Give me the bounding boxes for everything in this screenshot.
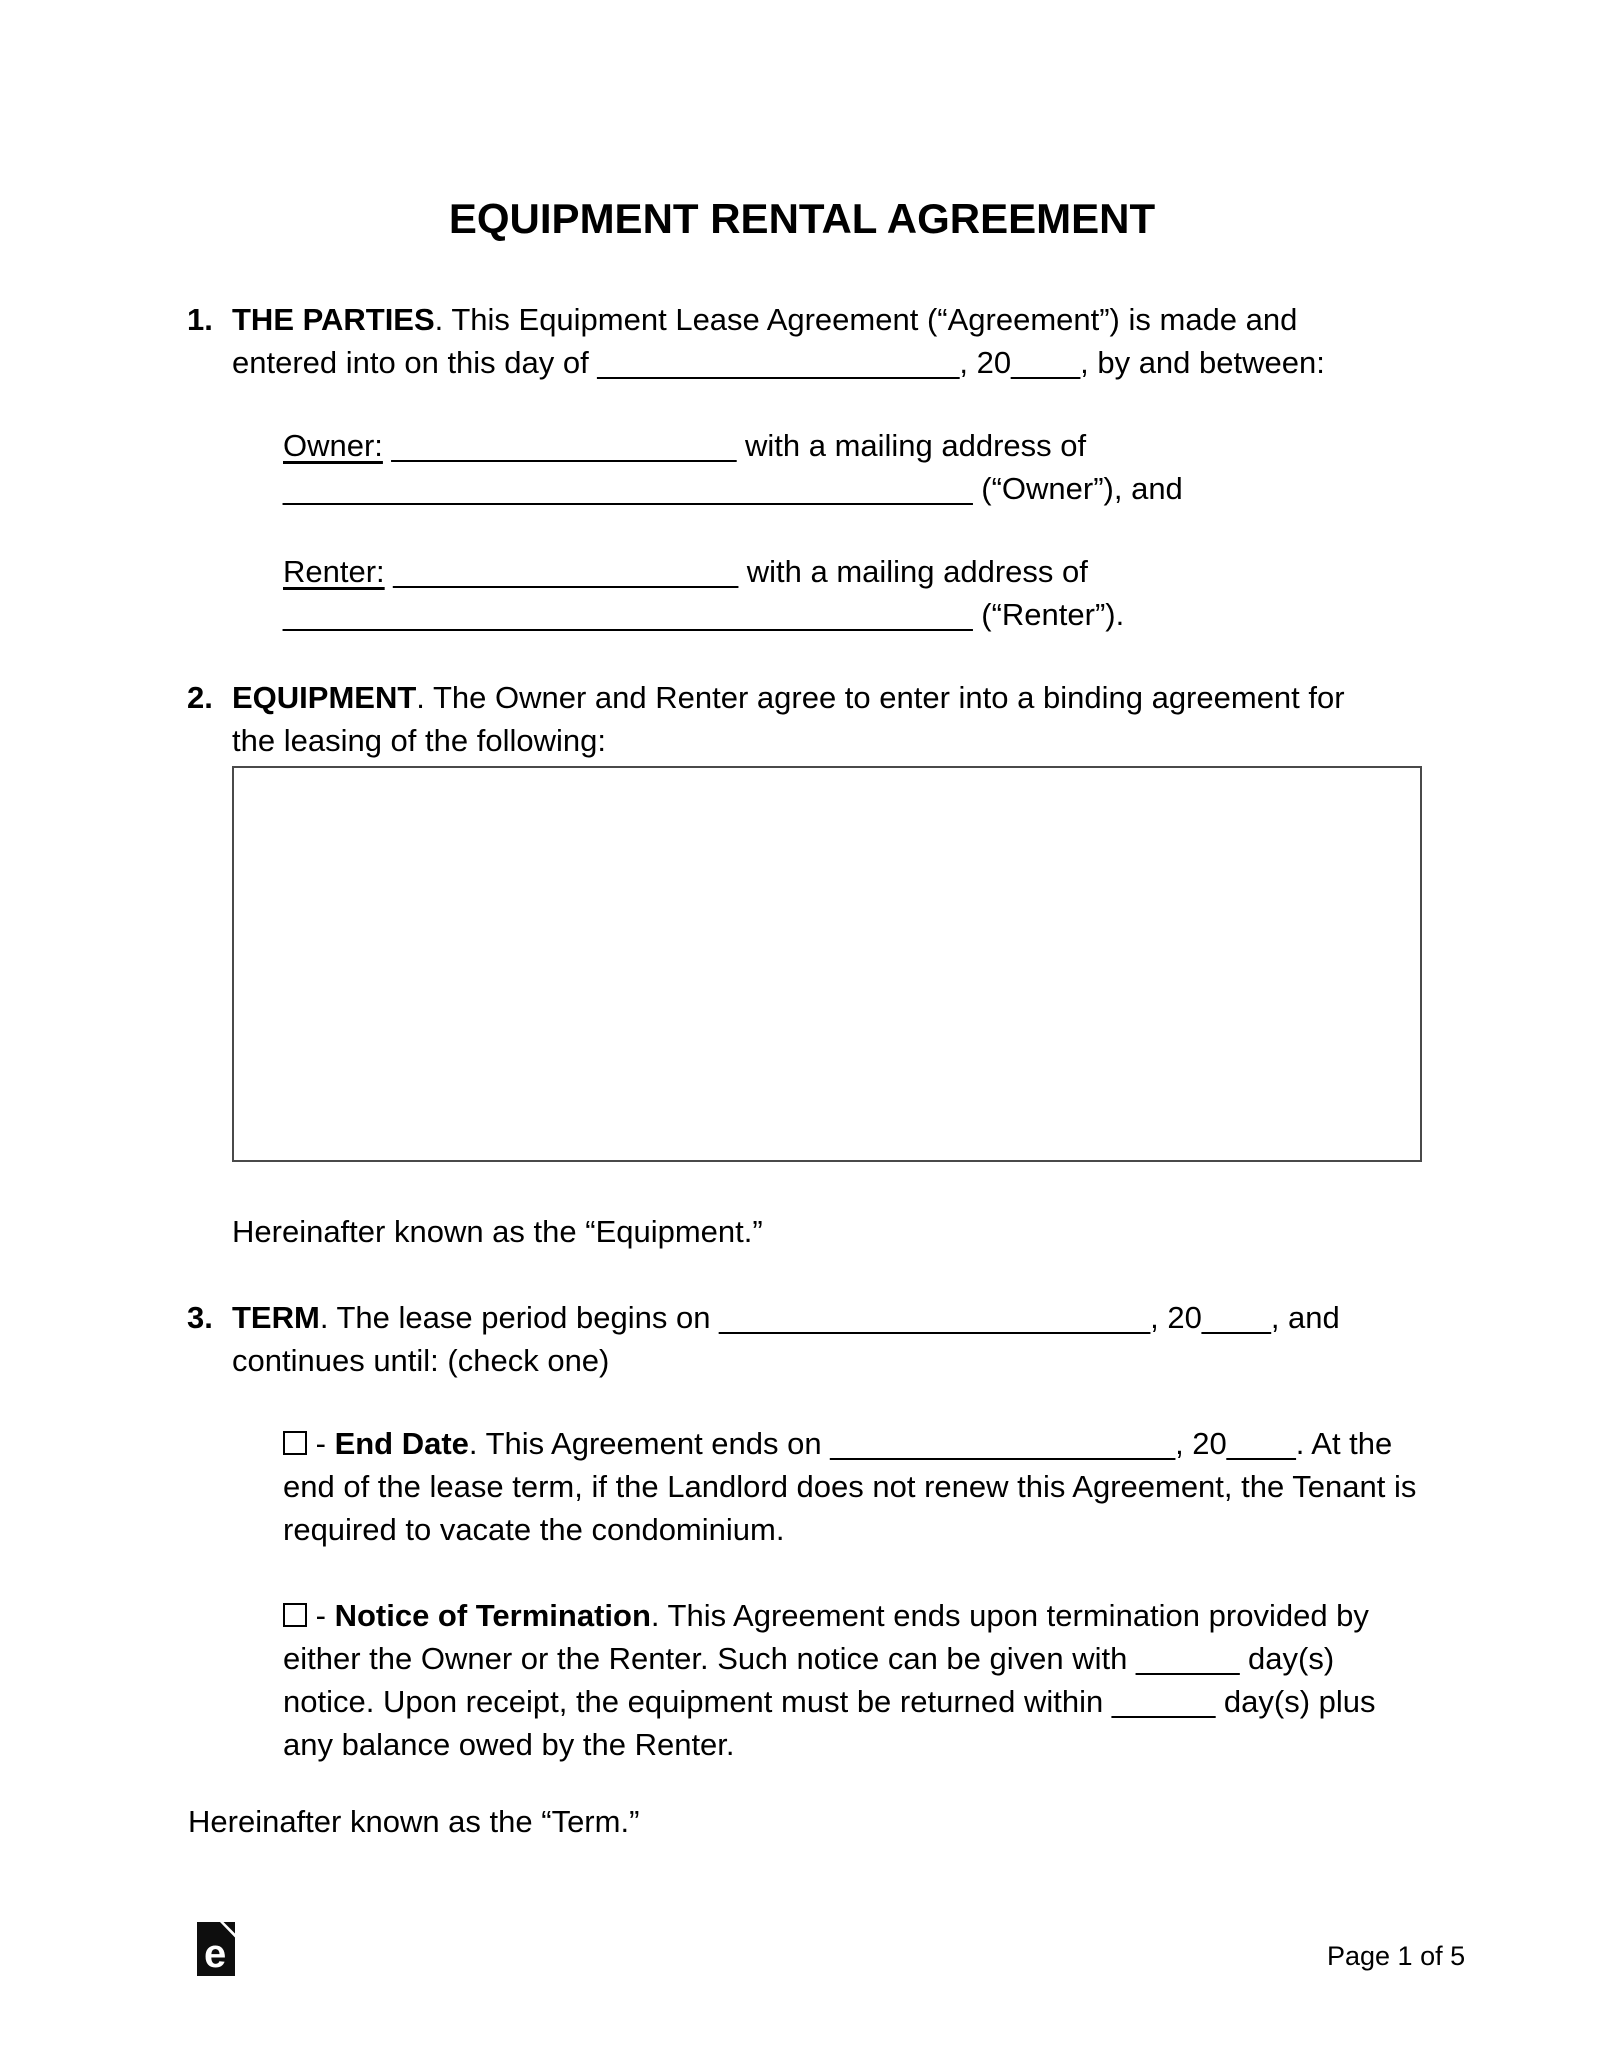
section-1-heading: THE PARTIES xyxy=(232,302,435,337)
section-2-text: . The Owner and Renter agree to enter into a binding agreement for the leasing of the following: xyxy=(232,680,1345,758)
end-date-heading: End Date xyxy=(334,1426,469,1461)
owner-address-blank: ________________________________________ xyxy=(283,471,973,506)
notice-days-blank: ______ xyxy=(1135,1641,1240,1676)
section-1-parties xyxy=(187,298,1372,384)
notice-termination-option xyxy=(283,1594,1423,1766)
owner-clause xyxy=(283,424,1423,510)
section-3-number: 3. xyxy=(187,1300,213,1335)
return-days-blank: ______ xyxy=(1111,1684,1216,1719)
section-3-term xyxy=(187,1296,1372,1382)
end-date-separator: - xyxy=(307,1426,335,1461)
end-date-blank: ____________________ xyxy=(830,1426,1176,1461)
end-date-year-blank: ____ xyxy=(1226,1426,1296,1461)
owner-mailing-text: with a mailing address of xyxy=(736,428,1087,463)
notice-termination-checkbox-icon[interactable] xyxy=(283,1603,307,1627)
notice-heading: Notice of Termination xyxy=(334,1598,651,1633)
section-1-tail: , by and between: xyxy=(1080,345,1325,380)
equipment-known-as: Hereinafter known as the “Equipment.” xyxy=(232,1214,763,1249)
end-date-year-prefix: , 20 xyxy=(1175,1426,1227,1461)
section-1-text: . This Equipment Lease Agreement (“Agreement”) is made and entered into on this day of xyxy=(232,302,1298,380)
lease-start-year-blank: ____ xyxy=(1201,1300,1271,1335)
eforms-logo-icon xyxy=(197,1922,235,1976)
notice-separator: - xyxy=(307,1598,335,1633)
eforms-document-icon xyxy=(197,1922,235,1976)
notice-text-b: day(s) notice. Upon receipt, the equipment must be returned within xyxy=(283,1641,1335,1719)
owner-tail: (“Owner”), and xyxy=(972,471,1183,506)
lease-year-prefix: , 20 xyxy=(1150,1300,1202,1335)
equipment-description-box[interactable] xyxy=(232,766,1422,1162)
section-1-number: 1. xyxy=(187,302,213,337)
end-date-option xyxy=(283,1422,1423,1551)
agreement-year-blank: ____ xyxy=(1011,345,1081,380)
lease-start-date-blank: _________________________ xyxy=(719,1300,1151,1335)
renter-tail: (“Renter”). xyxy=(972,597,1125,632)
section-3-heading: TERM xyxy=(232,1300,320,1335)
page-title: EQUIPMENT RENTAL AGREEMENT xyxy=(448,195,1156,242)
section-2-number: 2. xyxy=(187,680,213,715)
notice-text-c: day(s) plus any balance owed by the Renter. xyxy=(283,1684,1376,1762)
notice-text-a: . This Agreement ends upon termination provided by either the Owner or the Renter. Such notice can be given with xyxy=(283,1598,1369,1676)
renter-label: Renter: xyxy=(283,554,385,589)
section-3-tail: , and continues until: (check one) xyxy=(232,1300,1340,1378)
agreement-date-blank: _____________________ xyxy=(597,345,960,380)
year-prefix: , 20 xyxy=(959,345,1012,380)
renter-clause xyxy=(283,550,1423,636)
owner-name-blank: ____________________ xyxy=(382,428,737,463)
renter-name-blank: ____________________ xyxy=(384,554,739,589)
end-date-text: . This Agreement ends on xyxy=(468,1426,831,1461)
owner-label: Owner: xyxy=(283,428,383,463)
section-3-text: . The lease period begins on xyxy=(319,1300,720,1335)
term-known-as: Hereinafter known as the “Term.” xyxy=(188,1804,640,1839)
end-date-tail: . At the end of the lease term, if the Landlord does not renew this Agreement, the Tenant is required to vacate the condominium. xyxy=(283,1426,1417,1547)
page-number-label: Page 1 of 5 xyxy=(1327,1941,1466,1971)
renter-mailing-text: with a mailing address of xyxy=(738,554,1088,589)
logo-letter: e xyxy=(204,1932,227,1976)
renter-address-blank: ________________________________________ xyxy=(283,597,973,632)
end-date-checkbox-icon[interactable] xyxy=(283,1431,307,1455)
section-2-equipment xyxy=(187,676,1372,762)
section-2-heading: EQUIPMENT xyxy=(232,680,417,715)
